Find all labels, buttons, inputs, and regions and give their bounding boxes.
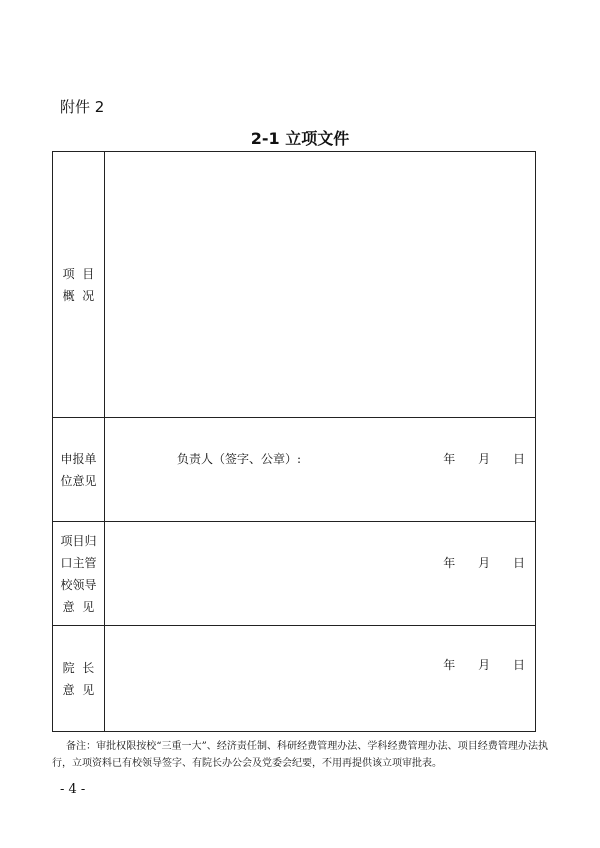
row-dean-opinion [53, 626, 536, 732]
attachment-label: 附件 2 [60, 98, 105, 116]
dean-date: 年 月 日 [443, 658, 525, 672]
label-leader-opinion: 项目归 口主管 校领导 意 见 [53, 522, 105, 626]
row-applicant-opinion [53, 418, 536, 522]
leader-opinion-field[interactable] [105, 522, 536, 626]
label-project-overview: 项 目 概 况 [53, 152, 105, 418]
leader-date: 年 月 日 [443, 556, 525, 570]
row-project-overview [53, 152, 536, 418]
applicant-opinion-field[interactable] [105, 418, 536, 522]
applicant-date: 年 月 日 [443, 452, 525, 466]
label-applicant-opinion: 申报单 位意见 [53, 418, 105, 522]
approval-form-table [52, 151, 536, 732]
page-number: - 4 - [60, 782, 86, 797]
footnote: 备注：审批权限按校“三重一大”、经济责任制、科研经费管理办法、学科经费管理办法、项目经费管理办法执行，立项资料已有校领导签字、有院长办公会及党委会纪要，不用再提供该立项审批表。 [52, 741, 548, 769]
project-overview-field[interactable] [105, 152, 536, 418]
label-dean-opinion: 院 长 意 见 [53, 626, 105, 732]
responsible-person-signature-label: 负责人（签字、公章）: [177, 452, 302, 466]
row-leader-opinion [53, 522, 536, 626]
document-title: 2-1 立项文件 [250, 129, 350, 148]
dean-opinion-field[interactable] [105, 626, 536, 732]
